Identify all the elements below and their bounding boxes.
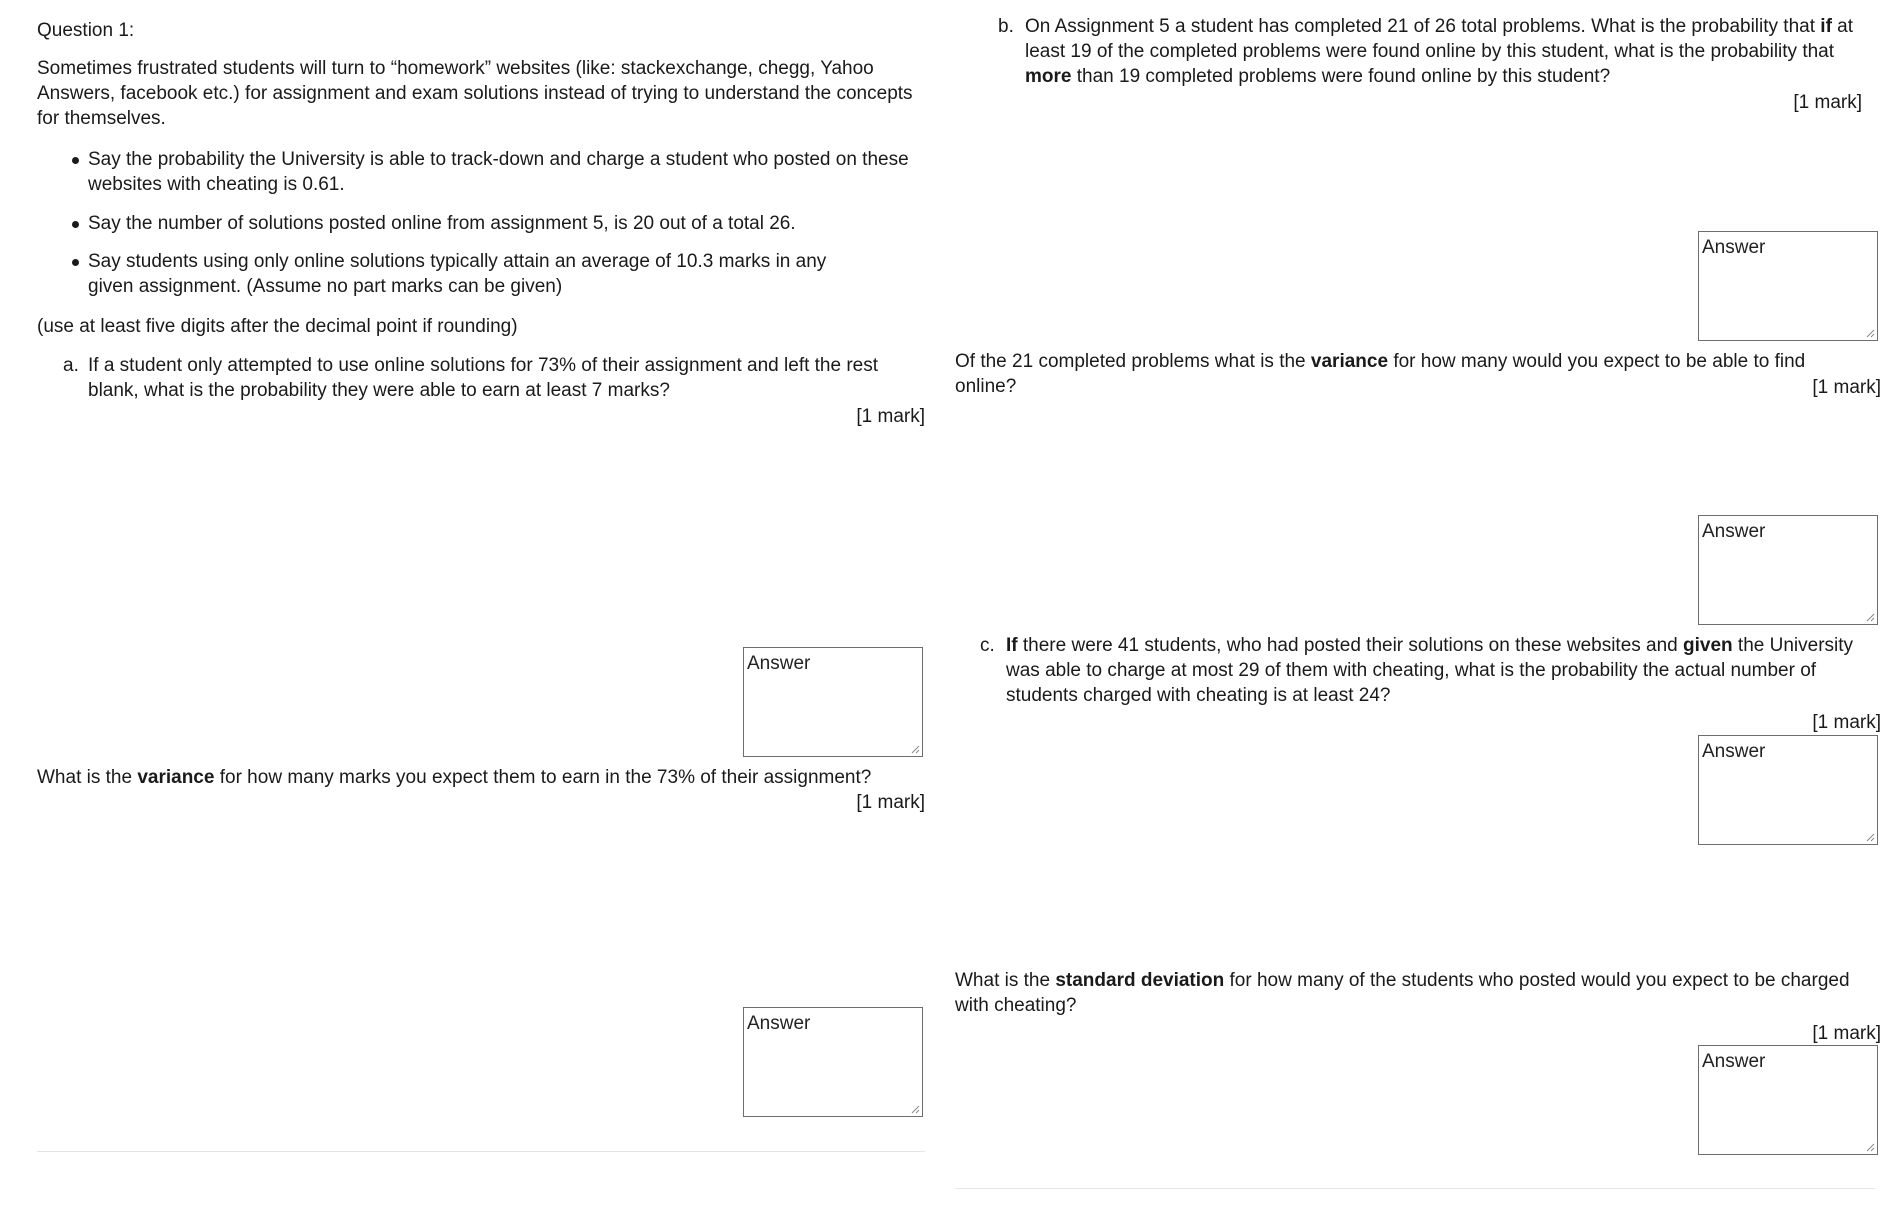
part-b-letter: b. — [998, 16, 1014, 37]
part-b-followup-answer-field[interactable] — [1698, 515, 1878, 625]
answer-placeholder: Answer — [1702, 237, 1766, 258]
rounding-note: (use at least five digits after the decimal point if rounding) — [37, 316, 518, 337]
resize-grip-icon[interactable] — [1866, 613, 1875, 622]
resize-grip-icon[interactable] — [1866, 1143, 1875, 1152]
resize-grip-icon[interactable] — [911, 745, 920, 754]
bullet-dot — [72, 157, 79, 164]
part-b-mark: [1 mark] — [1793, 92, 1862, 113]
part-a-followup-question: What is the variance for how many marks you expect them to earn in the 73% of their assignment? — [37, 767, 872, 788]
bullet-item-solutions: Say the number of solutions posted online from assignment 5, is 20 out of a total 26. — [88, 213, 796, 234]
part-c-followup-question: What is the standard deviation for how many of the students who posted would you expect to be charged with cheating? — [955, 970, 1850, 1016]
section-divider — [955, 1188, 1875, 1189]
answer-placeholder: Answer — [1702, 741, 1766, 762]
part-a-followup-mark: [1 mark] — [856, 792, 925, 813]
part-b-followup-mark: [1 mark] — [1812, 377, 1881, 398]
answer-placeholder: Answer — [1702, 1051, 1766, 1072]
part-b-followup-question: Of the 21 completed problems what is the variance for how many would you expect to be able to find online? — [955, 351, 1806, 397]
resize-grip-icon[interactable] — [911, 1105, 920, 1114]
resize-grip-icon[interactable] — [1866, 833, 1875, 842]
part-b-answer-field[interactable] — [1698, 231, 1878, 341]
answer-placeholder: Answer — [747, 653, 811, 674]
part-a-mark: [1 mark] — [856, 406, 925, 427]
answer-placeholder: Answer — [1702, 521, 1766, 542]
part-b-question: On Assignment 5 a student has completed 21 of 26 total problems. What is the probability that if at least 19 of the completed problems were found online by this student, what is the probability that more than 19 completed problems were found online by this student? — [1025, 16, 1854, 87]
bullet-dot — [72, 259, 79, 266]
answer-placeholder: Answer — [747, 1013, 811, 1034]
question-intro: Sometimes frustrated students will turn to “homework” websites (like: stackexchange, chegg, Yahoo Answers, facebook etc.) for assignment and exam solutions instead of trying to understand the concepts for themselves. — [37, 58, 913, 129]
bullet-item-probability: Say the probability the University is able to track-down and charge a student who posted on these websites with cheating is 0.61. — [88, 149, 909, 195]
part-a-followup-answer-field[interactable] — [743, 1007, 923, 1117]
part-c-followup-answer-field[interactable] — [1698, 1045, 1878, 1155]
resize-grip-icon[interactable] — [1866, 329, 1875, 338]
question-title: Question 1: — [37, 20, 135, 41]
part-c-answer-field[interactable] — [1698, 735, 1878, 845]
bullet-item-average: Say students using only online solutions typically attain an average of 10.3 marks in any given assignment. (Assume no part marks can be given) — [88, 251, 827, 297]
bullet-dot — [72, 221, 79, 228]
part-c-question: If there were 41 students, who had posted their solutions on these websites and given the University was able to charge at most 29 of them with cheating, what is the probability the actual number of students charged with cheating is at least 24? — [1006, 635, 1854, 706]
section-divider — [37, 1151, 925, 1152]
part-a-answer-field[interactable] — [743, 647, 923, 757]
part-c-followup-mark: [1 mark] — [1812, 1023, 1881, 1044]
part-c-mark: [1 mark] — [1812, 712, 1881, 733]
part-a-letter: a. — [63, 355, 79, 376]
part-c-letter: c. — [980, 635, 995, 656]
part-a-question: If a student only attempted to use online solutions for 73% of their assignment and left the rest blank, what is the probability they were able to earn at least 7 marks? — [88, 355, 879, 401]
